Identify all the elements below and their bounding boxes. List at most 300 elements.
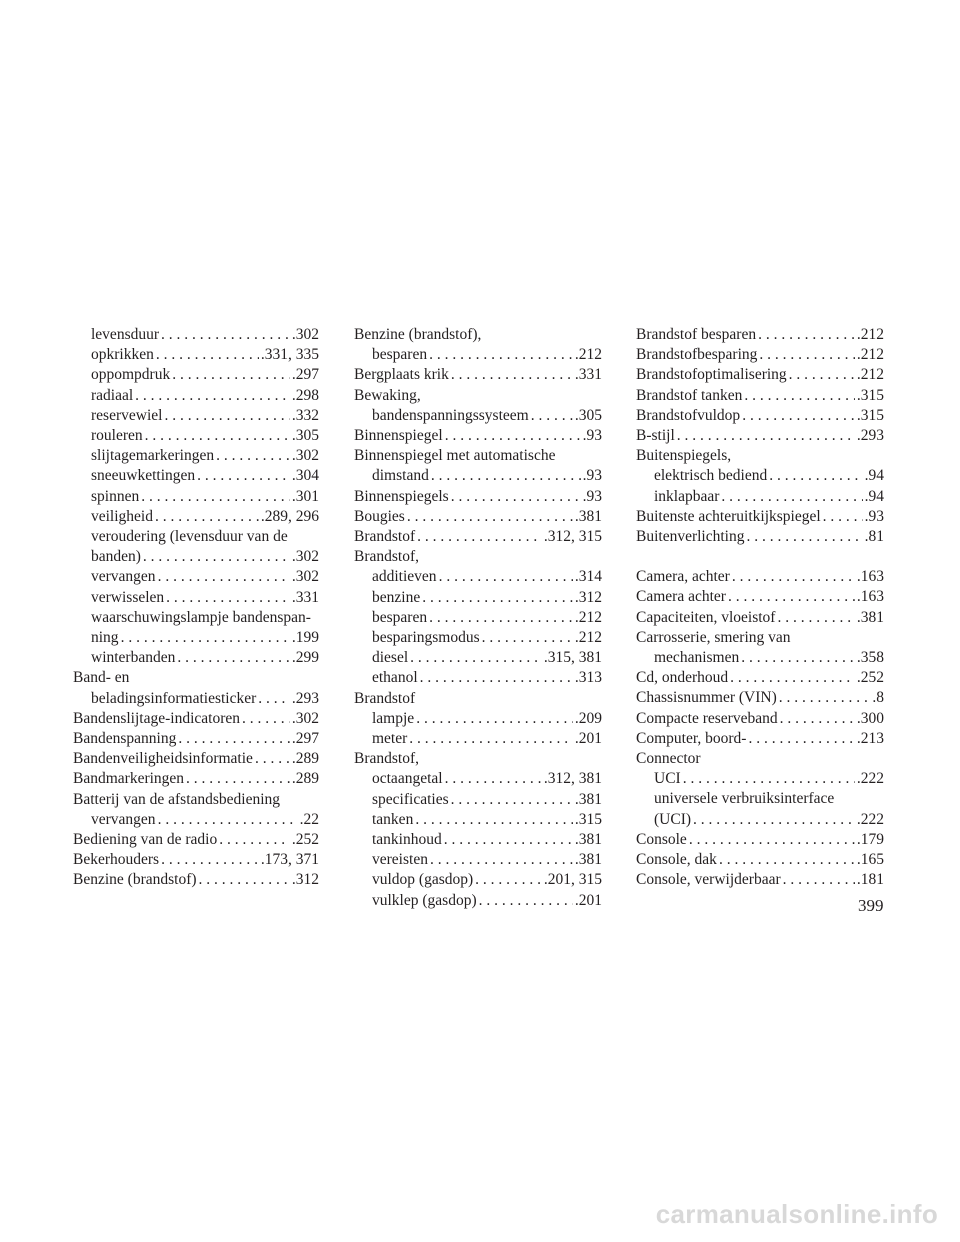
index-entry	[73, 567, 319, 587]
index-term: Bougies	[354, 507, 405, 525]
page-reference: .93	[582, 427, 602, 445]
page-reference: .315	[856, 386, 884, 404]
page-reference: .297	[291, 366, 319, 384]
dot-leader	[746, 527, 862, 547]
dot-leader	[445, 426, 581, 446]
page-reference: .302	[291, 447, 319, 465]
dot-leader	[439, 567, 573, 587]
page-reference: .213	[856, 729, 884, 747]
index-entry	[636, 789, 884, 809]
dot-leader	[719, 850, 855, 870]
dot-leader	[135, 386, 290, 406]
index-entry	[636, 567, 884, 587]
index-term: Buitenverlichting	[636, 528, 745, 546]
index-entry	[636, 749, 884, 769]
dot-leader	[430, 850, 573, 870]
page-reference: .381	[574, 507, 602, 525]
dot-leader	[145, 426, 290, 446]
page-reference: .305	[291, 427, 319, 445]
index-term: inklapbaar	[654, 487, 720, 505]
dot-leader	[431, 466, 581, 486]
page-reference: .93	[582, 467, 602, 485]
index-term: vuldop (gasdop)	[372, 871, 474, 889]
index-term: rouleren	[91, 427, 143, 445]
index-term: vervangen	[91, 810, 156, 828]
index-term: Bediening van de radio	[73, 831, 218, 849]
dot-leader	[199, 870, 290, 890]
dot-leader	[242, 709, 290, 729]
index-entry	[73, 749, 319, 769]
page-reference: .289	[291, 770, 319, 788]
index-term: Bewaking,	[354, 386, 421, 404]
dot-leader	[416, 709, 573, 729]
index-term: besparen	[372, 608, 428, 626]
page-reference: .289, 296	[260, 507, 319, 525]
index-entry	[354, 466, 602, 486]
dot-leader	[158, 810, 298, 830]
section-gap	[636, 547, 884, 567]
page-reference: .289	[291, 750, 319, 768]
index-entry	[354, 588, 602, 608]
index-term: Connector	[636, 750, 701, 768]
dot-leader	[479, 891, 573, 911]
index-term: Binnenspiegels	[354, 487, 449, 505]
dot-leader	[732, 567, 855, 587]
page-reference: .315	[856, 406, 884, 424]
page-reference: .299	[291, 649, 319, 667]
page-reference: .331, 335	[260, 346, 319, 364]
page-reference: .212	[856, 366, 884, 384]
page-reference: .381	[574, 851, 602, 869]
dot-leader	[255, 749, 290, 769]
index-entry	[73, 729, 319, 749]
index-term: meter	[372, 730, 408, 748]
index-term: dimstand	[372, 467, 429, 485]
index-term: Bandenslijtage-indicatoren	[73, 709, 240, 727]
index-entry	[636, 769, 884, 789]
page-reference: .293	[856, 427, 884, 445]
index-term: Computer, boord-	[636, 729, 747, 747]
index-term: Buitenste achteruitkijkspiegel	[636, 507, 821, 525]
dot-leader	[141, 487, 290, 507]
index-term: waarschuwingslampje bandenspan-	[91, 608, 311, 626]
page-reference: .209	[574, 709, 602, 727]
index-term: Bandenspanning	[73, 730, 177, 748]
index-entry	[636, 325, 884, 345]
dot-leader	[744, 386, 855, 406]
index-entry	[354, 527, 602, 547]
page-reference: .302	[291, 709, 319, 727]
page-reference: .212	[856, 346, 884, 364]
index-entry	[636, 587, 884, 607]
index-term: veroudering (levensduur van de	[91, 528, 288, 546]
index-entry	[354, 810, 602, 830]
index-term: verwisselen	[91, 588, 165, 606]
index-entry	[73, 769, 319, 789]
index-entry	[354, 769, 602, 789]
index-entry	[636, 527, 884, 547]
dot-leader	[728, 587, 855, 607]
index-term: diesel	[372, 649, 409, 667]
dot-leader	[693, 810, 855, 830]
index-entry	[354, 426, 602, 446]
index-term: Bandmarkeringen	[73, 770, 185, 788]
index-term: tankinhoud	[372, 831, 442, 849]
index-entry	[73, 406, 319, 426]
index-entry	[73, 588, 319, 608]
index-entry	[73, 386, 319, 406]
page-reference: .212	[856, 326, 884, 343]
index-term: Band- en	[73, 669, 130, 687]
dot-leader	[777, 608, 854, 628]
index-entry	[73, 426, 319, 446]
index-term: reservewiel	[91, 406, 163, 424]
index-entry	[354, 446, 602, 466]
index-entry	[73, 507, 319, 527]
index-term: Console, dak	[636, 851, 717, 869]
index-entry	[354, 487, 602, 507]
dot-leader	[121, 628, 290, 648]
page-reference: .201, 315	[543, 871, 602, 889]
index-entry	[354, 648, 602, 668]
index-entry	[73, 810, 319, 830]
dot-leader	[429, 345, 573, 365]
index-entry	[73, 668, 319, 688]
page-reference: .94	[864, 487, 884, 505]
index-term: Buitenspiegels,	[636, 447, 732, 465]
page-reference: .304	[291, 467, 319, 485]
index-entry	[73, 487, 319, 507]
page-reference: .305	[574, 406, 602, 424]
index-term: vereisten	[372, 851, 428, 869]
dot-leader	[742, 406, 855, 426]
page-reference: .199	[291, 629, 319, 647]
index-term: Bergplaats krik	[354, 366, 449, 384]
index-term: ethanol	[372, 669, 418, 687]
page-reference: .358	[856, 649, 884, 667]
index-entry	[636, 688, 884, 708]
index-entry	[73, 830, 319, 850]
dot-leader	[721, 487, 862, 507]
index-term: levensduur	[91, 326, 160, 343]
page-reference: .332	[291, 406, 319, 424]
index-term: additieven	[372, 568, 437, 586]
page-reference: .298	[291, 386, 319, 404]
index-term: Brandstof besparen	[636, 326, 757, 343]
index-term: Brandstof,	[354, 548, 420, 566]
page-reference: .252	[291, 831, 319, 849]
dot-leader	[683, 769, 855, 789]
index-entry	[354, 628, 602, 648]
dot-leader	[177, 648, 290, 668]
dot-leader	[172, 365, 290, 385]
page-reference: .381	[574, 831, 602, 849]
index-entry	[73, 345, 319, 365]
index-term: Carrosserie, smering van	[636, 628, 791, 646]
index-entry	[73, 850, 319, 870]
dot-leader	[689, 830, 855, 850]
page-reference: .302	[291, 326, 319, 343]
index-term: elektrisch bediend	[654, 467, 768, 485]
page-reference: .302	[291, 568, 319, 586]
dot-leader	[531, 406, 573, 426]
dot-leader	[219, 830, 290, 850]
index-term: besparingsmodus	[372, 629, 480, 647]
page-reference: .381	[574, 790, 602, 808]
page-reference: .331	[291, 588, 319, 606]
index-term: winterbanden	[91, 649, 176, 667]
dot-leader	[164, 406, 289, 426]
dot-leader	[155, 507, 259, 527]
index-term: mechanismen	[654, 649, 740, 667]
index-entry	[636, 386, 884, 406]
page-reference: .93	[582, 487, 602, 505]
page-reference: .94	[864, 467, 884, 485]
dot-leader	[444, 830, 573, 850]
index-term: Camera achter	[636, 588, 726, 606]
dot-leader	[417, 527, 542, 547]
dot-leader	[156, 345, 259, 365]
dot-leader	[451, 365, 573, 385]
page-reference: .163	[856, 568, 884, 586]
index-term: beladingsinformatiesticker	[91, 689, 257, 707]
index-term: radiaal	[91, 386, 134, 404]
index-term: Console	[636, 830, 687, 848]
index-entry	[354, 709, 602, 729]
index-term: Compacte reserveband	[636, 709, 778, 727]
index-term: Binnenspiegel met automatische	[354, 447, 556, 465]
dot-leader	[166, 588, 290, 608]
index-entry	[73, 365, 319, 385]
index-term: Capaciteiten, vloeistof	[636, 608, 776, 626]
index-entry	[636, 466, 884, 486]
page-reference: .381	[856, 608, 884, 626]
page-reference: .314	[574, 568, 602, 586]
index-term: specificaties	[372, 790, 449, 808]
index-term: besparen	[372, 346, 428, 364]
index-entry	[354, 365, 602, 385]
index-term: Brandstof	[354, 528, 416, 546]
page-reference: .212	[574, 346, 602, 364]
index-term: Batterij van de afstandsbediening	[73, 790, 281, 808]
dot-leader	[158, 567, 290, 587]
index-entry	[354, 749, 602, 769]
index-term: opkrikken	[91, 346, 154, 364]
page-reference: .163	[856, 588, 884, 606]
index-entry	[73, 527, 319, 547]
page-reference: .222	[856, 810, 884, 828]
index-term: Benzine (brandstof)	[73, 871, 197, 889]
page-reference: .312	[574, 588, 602, 606]
index-entry	[636, 648, 884, 668]
page-reference: .201	[574, 730, 602, 748]
index-term: vervangen	[91, 568, 156, 586]
dot-leader	[422, 588, 573, 608]
index-term: (UCI)	[654, 810, 692, 828]
index-entry	[73, 547, 319, 567]
dot-leader	[769, 466, 862, 486]
index-column-1	[73, 325, 319, 891]
index-term: B-stijl	[636, 427, 675, 445]
dot-leader	[758, 325, 855, 345]
page-reference: .173, 371	[260, 851, 319, 869]
index-term: Brandstofoptimalisering	[636, 366, 787, 384]
index-term: banden)	[91, 548, 141, 566]
index-entry	[636, 668, 884, 688]
dot-leader	[748, 729, 854, 749]
dot-leader	[783, 870, 855, 890]
dot-leader	[178, 729, 290, 749]
dot-leader	[730, 668, 855, 688]
page-reference: .165	[856, 851, 884, 869]
dot-leader	[677, 426, 855, 446]
page-reference: .179	[856, 830, 884, 848]
page-reference: .297	[291, 730, 319, 748]
index-entry	[354, 345, 602, 365]
index-entry	[354, 689, 602, 709]
index-entry	[636, 608, 884, 628]
index-entry	[354, 870, 602, 890]
index-term: Chassisnummer (VIN)	[636, 689, 777, 707]
index-entry	[354, 790, 602, 810]
index-entry	[73, 689, 319, 709]
index-entry	[73, 628, 319, 648]
index-entry	[636, 628, 884, 648]
index-entry	[354, 668, 602, 688]
index-entry	[354, 406, 602, 426]
index-term: Brandstof,	[354, 750, 420, 768]
index-entry	[73, 790, 319, 810]
page-reference: .312, 381	[543, 770, 602, 788]
index-entry	[636, 870, 884, 890]
page-reference: .81	[864, 528, 884, 546]
index-term: Bandenveiligheidsinformatie	[73, 750, 253, 768]
index-entry	[73, 446, 319, 466]
index-entry	[636, 507, 884, 527]
dot-leader	[407, 507, 573, 527]
index-term: ning	[91, 629, 119, 647]
page-reference: .22	[299, 810, 319, 828]
page-reference: .302	[291, 548, 319, 566]
index-term: sneeuwkettingen	[91, 467, 196, 485]
index-entry	[354, 567, 602, 587]
page-reference: .312	[291, 871, 319, 889]
index-entry	[636, 406, 884, 426]
index-entry	[636, 426, 884, 446]
dot-leader	[451, 790, 573, 810]
index-term: Brandstof	[354, 689, 416, 707]
index-term: tanken	[372, 810, 414, 828]
dot-leader	[823, 507, 863, 527]
index-entry	[73, 870, 319, 890]
index-entry	[354, 325, 602, 345]
dot-leader	[780, 709, 855, 729]
index-entry	[354, 891, 602, 911]
index-term: Benzine (brandstof),	[354, 326, 482, 343]
dot-leader	[143, 547, 290, 567]
index-term: Cd, onderhoud	[636, 669, 729, 687]
index-entry	[354, 547, 602, 567]
index-entry	[73, 608, 319, 628]
page-reference: .313	[574, 669, 602, 687]
index-entry	[354, 386, 602, 406]
index-term: Brandstof tanken	[636, 386, 743, 404]
dot-leader	[475, 870, 542, 890]
dot-leader	[186, 769, 290, 789]
dot-leader	[779, 688, 871, 708]
index-column-2	[354, 325, 602, 911]
page-reference: .331	[574, 366, 602, 384]
index-term: octaangetal	[372, 770, 443, 788]
page-reference: .300	[856, 709, 884, 727]
index-term: Brandstofvuldop	[636, 406, 741, 424]
index-entry	[636, 830, 884, 850]
page-reference: .212	[574, 629, 602, 647]
dot-leader	[445, 769, 542, 789]
dot-leader	[789, 365, 855, 385]
dot-leader	[759, 345, 854, 365]
page-reference: .315, 381	[543, 649, 602, 667]
index-term: UCI	[654, 770, 681, 788]
dot-leader	[197, 466, 290, 486]
page-reference: .301	[291, 487, 319, 505]
page-reference: .252	[856, 669, 884, 687]
index-entry	[73, 709, 319, 729]
index-entry	[636, 446, 884, 466]
index-entry	[354, 608, 602, 628]
index-entry	[354, 850, 602, 870]
page-reference: .222	[856, 770, 884, 788]
watermark-text: carmanualsonline.info	[655, 1199, 938, 1229]
index-entry	[636, 365, 884, 385]
index-entry	[636, 850, 884, 870]
dot-leader	[482, 628, 573, 648]
index-term: slijtagemarkeringen	[91, 447, 215, 465]
page-reference: .8	[872, 689, 884, 707]
index-term: Camera, achter	[636, 568, 730, 586]
dot-leader	[161, 325, 290, 345]
page-reference: .315	[574, 810, 602, 828]
index-entry	[636, 345, 884, 365]
index-term: bandenspanningssysteem	[372, 406, 529, 424]
index-entry	[73, 466, 319, 486]
index-column-3	[636, 325, 884, 890]
index-entry	[636, 709, 884, 729]
page-reference: .201	[574, 891, 602, 909]
dot-leader	[258, 689, 290, 709]
dot-leader	[409, 729, 573, 749]
index-term: benzine	[372, 588, 421, 606]
index-entry	[73, 648, 319, 668]
page-reference: .212	[574, 608, 602, 626]
dot-leader	[741, 648, 855, 668]
index-term: lampje	[372, 709, 415, 727]
index-entry	[354, 507, 602, 527]
dot-leader	[161, 850, 259, 870]
dot-leader	[451, 487, 581, 507]
index-entry	[636, 487, 884, 507]
page-reference: .93	[864, 507, 884, 525]
index-entry	[636, 810, 884, 830]
index-term: Bekerhouders	[73, 851, 160, 869]
index-term: veiligheid	[91, 507, 153, 525]
index-entry	[354, 830, 602, 850]
index-term: spinnen	[91, 487, 140, 505]
index-term: Binnenspiegel	[354, 427, 443, 445]
index-term: Brandstofbesparing	[636, 346, 758, 364]
index-term: oppompdruk	[91, 366, 171, 384]
dot-leader	[216, 446, 290, 466]
